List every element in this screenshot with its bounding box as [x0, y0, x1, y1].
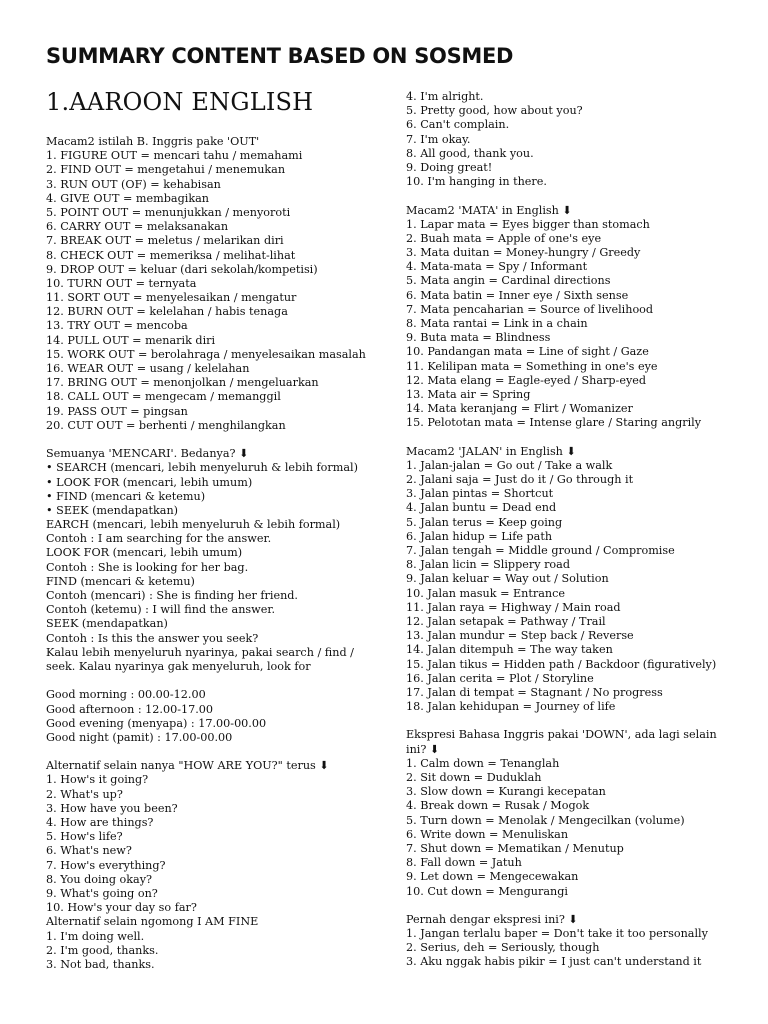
- text-line: 1. Lapar mata = Eyes bigger than stomach: [406, 217, 650, 231]
- document-title: SUMMARY CONTENT BASED ON SOSMED: [46, 44, 514, 68]
- text-line: 7. How's everything?: [46, 858, 166, 872]
- text-line: 9. What's going on?: [46, 886, 158, 900]
- text-line: 16. WEAR OUT = usang / kelelahan: [46, 362, 250, 375]
- text-line: 13. Mata air = Spring: [406, 387, 531, 401]
- text-line: 3. Slow down = Kurangi kecepatan: [406, 785, 606, 799]
- text-line: 10. Pandangan mata = Line of sight / Gaze: [406, 345, 649, 359]
- text-line: 1. How's it going?: [46, 773, 149, 787]
- text-line: 20. CUT OUT = berhenti / menghilangkan: [46, 418, 286, 432]
- text-line: 2. What's up?: [46, 787, 123, 801]
- text-line: 1. Jalan-jalan = Go out / Take a walk: [406, 458, 613, 472]
- text-line: 7. Mata pencaharian = Source of livelihood: [406, 302, 654, 316]
- text-line: 4. Break down = Rusak / Mogok: [406, 799, 590, 813]
- text-line: • LOOK FOR (mencari, lebih umum): [46, 475, 253, 489]
- text-line: 10. I'm hanging in there.: [406, 175, 547, 189]
- text-line: 19. PASS OUT = pingsan: [46, 404, 188, 418]
- text-line: 8. All good, thank you.: [406, 146, 534, 160]
- text-line: Contoh (mencari) : She is finding her friend.: [46, 589, 298, 602]
- text-line: Contoh : I am searching for the answer.: [46, 532, 272, 546]
- text-line: 8. Fall down = Jatuh: [406, 856, 522, 870]
- text-line: Contoh : Is this the answer you seek?: [46, 631, 259, 645]
- text-line: 2. FIND OUT = mengetahui / menemukan: [46, 163, 286, 177]
- text-line: 4. I'm alright.: [406, 90, 484, 103]
- text-line: 3. Jalan pintas = Shortcut: [406, 487, 554, 501]
- text-line: SEEK (mendapatkan): [46, 617, 168, 631]
- left-column: [46, 135, 396, 972]
- text-line: 5. Turn down = Menolak / Mengecilkan (volume): [406, 813, 685, 827]
- text-line: 9. Buta mata = Blindness: [406, 331, 551, 345]
- section-heading: 1.AAROON ENGLISH: [46, 88, 314, 116]
- text-line: Kalau lebih menyeluruh nyarinya, pakai search / find /: [46, 645, 354, 659]
- text-line: 1. I'm doing well.: [46, 929, 145, 943]
- text-line: 9. Doing great!: [406, 160, 493, 174]
- text-line: 5. Pretty good, how about you?: [406, 104, 583, 118]
- text-line: 13. Jalan mundur = Step back / Reverse: [406, 629, 634, 643]
- text-line: Alternatif selain nanya "HOW ARE YOU?" terus ⬇: [46, 759, 329, 773]
- blank-line: [406, 431, 746, 445]
- text-line: 3. RUN OUT (OF) = kehabisan: [46, 177, 221, 191]
- text-line: LOOK FOR (mencari, lebih umum): [46, 546, 243, 560]
- text-line: 5. How's life?: [46, 830, 123, 844]
- text-line: 7. Shut down = Mematikan / Menutup: [406, 841, 624, 855]
- blank-line: [46, 433, 396, 447]
- text-line: 9. Jalan keluar = Way out / Solution: [406, 572, 609, 586]
- text-line: Macam2 'JALAN' in English ⬇: [406, 444, 576, 458]
- text-line: 3. Aku nggak habis pikir = I just can't understand it: [406, 955, 702, 969]
- text-line: 10. Cut down = Mengurangi: [406, 884, 568, 898]
- text-line: 13. TRY OUT = mencoba: [46, 319, 188, 333]
- text-line: 6. CARRY OUT = melaksanakan: [46, 220, 229, 234]
- text-line: 12. Jalan setapak = Pathway / Trail: [406, 614, 606, 628]
- text-line: 8. You doing okay?: [46, 872, 153, 886]
- text-line: 14. Jalan ditempuh = The way taken: [406, 643, 613, 657]
- text-line: 8. Jalan licin = Slippery road: [406, 558, 570, 572]
- text-line: 10. How's your day so far?: [46, 901, 197, 915]
- right-column: [406, 90, 746, 970]
- text-line: Good night (pamit) : 17.00-00.00: [46, 730, 233, 744]
- text-line: Macam2 istilah B. Inggris pake 'OUT': [46, 135, 260, 148]
- text-line: 4. Jalan buntu = Dead end: [406, 501, 557, 515]
- text-line: 2. Buah mata = Apple of one's eye: [406, 231, 602, 245]
- text-line: • SEEK (mendapatkan): [46, 503, 179, 517]
- text-line: • FIND (mencari & ketemu): [46, 489, 206, 503]
- text-line: 2. Serius, deh = Seriously, though: [406, 941, 600, 955]
- text-line: Macam2 'MATA' in English ⬇: [406, 203, 572, 217]
- text-line: 6. Write down = Menuliskan: [406, 827, 569, 841]
- text-line: 12. BURN OUT = kelelahan / habis tenaga: [46, 305, 288, 319]
- text-line: Semuanya 'MENCARI'. Bedanya? ⬇: [46, 447, 249, 461]
- text-line: 17. BRING OUT = menonjolkan / mengeluarkan: [46, 376, 319, 390]
- text-line: 8. Mata rantai = Link in a chain: [406, 317, 588, 330]
- text-line: Ekspresi Bahasa Inggris pakai 'DOWN', ada lagi selain: [406, 728, 717, 742]
- text-line: 17. Jalan di tempat = Stagnant / No progress: [406, 685, 663, 699]
- text-line: ini? ⬇: [406, 742, 440, 756]
- text-line: EARCH (mencari, lebih menyeluruh & lebih formal): [46, 518, 341, 532]
- text-line: 14. PULL OUT = menarik diri: [46, 333, 216, 347]
- text-line: 15. WORK OUT = berolahraga / menyelesaikan masalah: [46, 347, 366, 361]
- text-line: 2. I'm good, thanks.: [46, 943, 159, 957]
- text-line: 5. Jalan terus = Keep going: [406, 515, 563, 529]
- text-line: 9. DROP OUT = keluar (dari sekolah/kompetisi): [46, 262, 318, 276]
- text-line: 6. Jalan hidup = Life path: [406, 529, 553, 543]
- text-line: 18. CALL OUT = mengecam / memanggil: [46, 390, 281, 404]
- text-line: 10. Jalan masuk = Entrance: [406, 586, 565, 600]
- text-line: seek. Kalau nyarinya gak menyeluruh, look for: [46, 659, 311, 673]
- text-line: 6. Can't complain.: [406, 118, 510, 132]
- text-line: 3. Mata duitan = Money-hungry / Greedy: [406, 246, 641, 260]
- blank-line: [46, 745, 396, 759]
- text-line: 6. What's new?: [46, 844, 132, 858]
- text-line: 3. How have you been?: [46, 801, 178, 815]
- text-line: 11. Jalan raya = Highway / Main road: [406, 600, 621, 614]
- text-line: 1. FIGURE OUT = mencari tahu / memahami: [46, 149, 303, 163]
- text-line: 15. Jalan tikus = Hidden path / Backdoor (figuratively): [406, 657, 717, 671]
- text-line: FIND (mencari & ketemu): [46, 574, 195, 588]
- text-line: 2. Sit down = Duduklah: [406, 771, 542, 784]
- text-line: Contoh (ketemu) : I will find the answer.: [46, 603, 276, 617]
- text-line: 11. SORT OUT = menyelesaikan / mengatur: [46, 291, 297, 305]
- text-line: • SEARCH (mencari, lebih menyeluruh & lebih formal): [46, 461, 358, 475]
- text-line: Pernah dengar ekspresi ini? ⬇: [406, 912, 578, 926]
- text-line: 12. Mata elang = Eagle-eyed / Sharp-eyed: [406, 373, 647, 387]
- text-line: 14. Mata keranjang = Flirt / Womanizer: [406, 402, 633, 416]
- text-line: 15. Pelototan mata = Intense glare / Staring angrily: [406, 416, 702, 430]
- text-line: 4. GIVE OUT = membagikan: [46, 191, 209, 205]
- blank-line: [406, 189, 746, 203]
- text-line: Good afternoon : 12.00-17.00: [46, 702, 213, 716]
- text-line: 11. Kelilipan mata = Something in one's eye: [406, 359, 658, 373]
- text-line: Contoh : She is looking for her bag.: [46, 560, 249, 574]
- blank-line: [46, 674, 396, 688]
- text-line: Alternatif selain ngomong I AM FINE: [46, 915, 259, 929]
- text-line: 8. CHECK OUT = memeriksa / melihat-lihat: [46, 248, 296, 262]
- text-line: 5. POINT OUT = menunjukkan / menyoroti: [46, 205, 291, 219]
- text-line: 2. Jalani saja = Just do it / Go through it: [406, 473, 634, 487]
- text-line: 4. Mata-mata = Spy / Informant: [406, 260, 588, 274]
- text-line: 10. TURN OUT = ternyata: [46, 276, 197, 290]
- text-line: 5. Mata angin = Cardinal directions: [406, 274, 611, 288]
- text-line: 9. Let down = Mengecewakan: [406, 870, 579, 884]
- text-line: 1. Calm down = Tenanglah: [406, 756, 560, 770]
- blank-line: [406, 899, 746, 913]
- text-line: 4. How are things?: [46, 816, 154, 829]
- text-line: 3. Not bad, thanks.: [46, 957, 155, 971]
- text-line: 6. Mata batin = Inner eye / Sixth sense: [406, 288, 629, 302]
- blank-line: [406, 714, 746, 728]
- text-line: 7. BREAK OUT = meletus / melarikan diri: [46, 234, 284, 248]
- text-line: 1. Jangan terlalu baper = Don't take it too personally: [406, 927, 708, 941]
- text-line: 7. I'm okay.: [406, 132, 471, 146]
- text-line: 7. Jalan tengah = Middle ground / Compromise: [406, 544, 675, 557]
- text-line: 16. Jalan cerita = Plot / Storyline: [406, 671, 594, 685]
- text-line: Good evening (menyapa) : 17.00-00.00: [46, 716, 267, 730]
- text-line: 18. Jalan kehidupan = Journey of life: [406, 700, 616, 714]
- text-line: Good morning : 00.00-12.00: [46, 688, 206, 702]
